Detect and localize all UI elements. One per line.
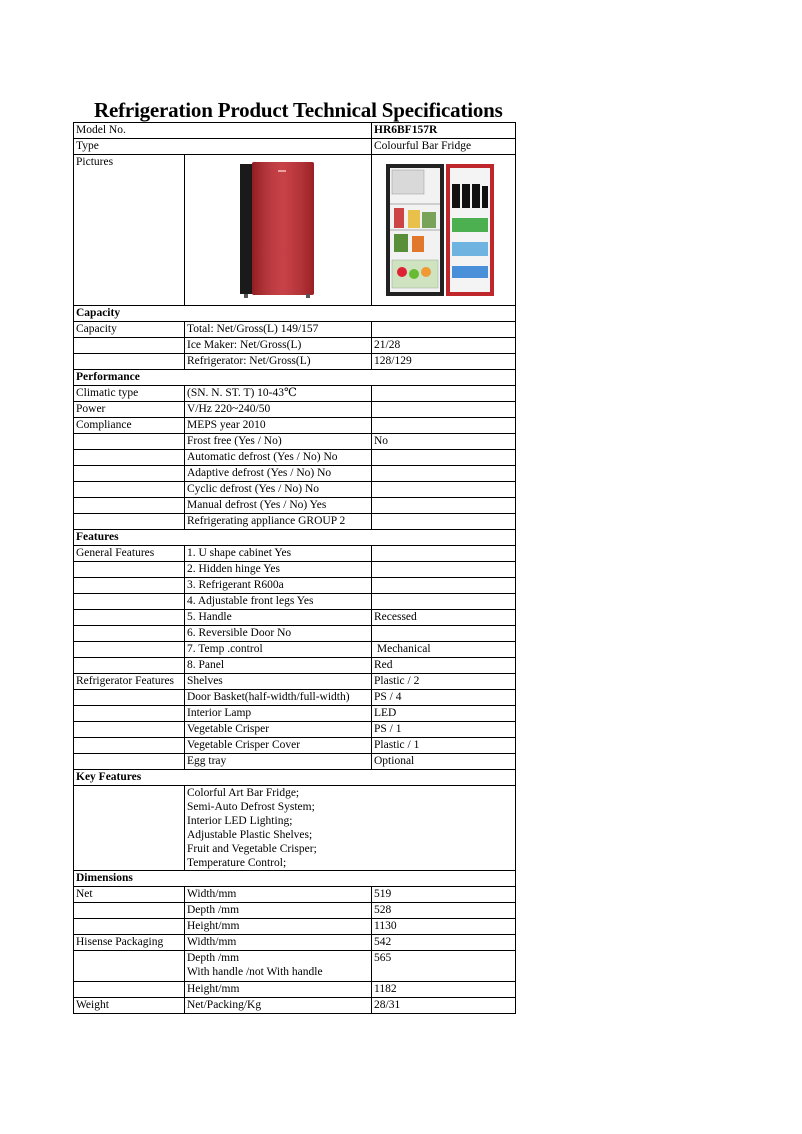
spec-value xyxy=(372,466,516,482)
spec-value: PS / 1 xyxy=(372,722,516,738)
spec-value xyxy=(372,546,516,562)
spec-value xyxy=(372,562,516,578)
table-row xyxy=(74,674,516,690)
model-value: HR6BF157R xyxy=(372,123,516,139)
table-row xyxy=(74,594,516,610)
picture-closed-fridge xyxy=(185,155,372,306)
spec-value: LED xyxy=(372,706,516,722)
spec-name: 2. Hidden hinge Yes xyxy=(185,562,372,578)
spec-value xyxy=(372,626,516,642)
spec-name: Height/mm xyxy=(185,919,372,935)
spec-name: MEPS year 2010 xyxy=(185,418,372,434)
table-row xyxy=(74,498,516,514)
table-row xyxy=(74,354,516,370)
net-label: Net xyxy=(74,887,185,903)
spec-value: Red xyxy=(372,658,516,674)
table-row xyxy=(74,386,516,402)
spec-value xyxy=(372,482,516,498)
type-label: Type xyxy=(74,139,372,155)
spec-value: Recessed xyxy=(372,610,516,626)
key-features-row xyxy=(74,786,516,871)
spec-name: Height/mm xyxy=(185,982,372,998)
spec-name: Ice Maker: Net/Gross(L) xyxy=(185,338,372,354)
spec-name: Manual defrost (Yes / No) Yes xyxy=(185,498,372,514)
spec-name: Refrigerator: Net/Gross(L) xyxy=(185,354,372,370)
table-row xyxy=(74,626,516,642)
spec-name: 7. Temp .control xyxy=(185,642,372,658)
spec-value: 1130 xyxy=(372,919,516,935)
table-row xyxy=(74,466,516,482)
spec-name: Vegetable Crisper Cover xyxy=(185,738,372,754)
spec-value: 565 xyxy=(372,951,516,982)
spec-name: Door Basket(half-width/full-width) xyxy=(185,690,372,706)
spec-name: 4. Adjustable front legs Yes xyxy=(185,594,372,610)
climatic-label: Climatic type xyxy=(74,386,185,402)
packaging-label: Hisense Packaging xyxy=(74,935,185,951)
table-row xyxy=(74,338,516,354)
compliance-label: Compliance xyxy=(74,418,185,434)
power-label: Power xyxy=(74,402,185,418)
spec-value: 28/31 xyxy=(372,998,516,1014)
pictures-row xyxy=(74,155,516,306)
spec-name: Total: Net/Gross(L) 149/157 xyxy=(185,322,372,338)
key-feature-item: Temperature Control; xyxy=(187,857,287,869)
type-value: Colourful Bar Fridge xyxy=(372,139,516,155)
key-feature-item: Colorful Art Bar Fridge; xyxy=(187,787,300,799)
table-row xyxy=(74,578,516,594)
spec-value: 528 xyxy=(372,903,516,919)
spec-name: 8. Panel xyxy=(185,658,372,674)
spec-value: Optional xyxy=(372,754,516,770)
table-row xyxy=(74,546,516,562)
pack-depth-line-2: With handle /not With handle xyxy=(187,966,323,978)
table-row xyxy=(74,706,516,722)
key-features-list xyxy=(185,786,516,871)
spec-value xyxy=(372,514,516,530)
capacity-label: Capacity xyxy=(74,322,185,338)
spec-value: 1182 xyxy=(372,982,516,998)
spec-value: Plastic / 1 xyxy=(372,738,516,754)
section-row-dimensions xyxy=(74,871,516,887)
page-title: Refrigeration Product Technical Specifications xyxy=(94,98,503,122)
spec-name: Refrigerating appliance GROUP 2 xyxy=(185,514,372,530)
spec-name: 3. Refrigerant R600a xyxy=(185,578,372,594)
fridge-closed-image xyxy=(238,160,318,300)
climatic-value: (SN. N. ST. T) 10-43℃ xyxy=(185,386,372,402)
model-label: Model No. xyxy=(74,123,372,139)
section-row-features xyxy=(74,530,516,546)
spec-name: Width/mm xyxy=(185,887,372,903)
spec-value xyxy=(372,578,516,594)
spec-value: 542 xyxy=(372,935,516,951)
spec-name: Adaptive defrost (Yes / No) No xyxy=(185,466,372,482)
spec-value: Plastic / 2 xyxy=(372,674,516,690)
spec-value: 128/129 xyxy=(372,354,516,370)
spec-name: 1. U shape cabinet Yes xyxy=(185,546,372,562)
spec-table xyxy=(73,122,516,1014)
table-row xyxy=(74,434,516,450)
spec-value: No xyxy=(372,434,516,450)
spec-value: 21/28 xyxy=(372,338,516,354)
spec-value xyxy=(372,498,516,514)
spec-name: Shelves xyxy=(185,674,372,690)
section-row-capacity xyxy=(74,306,516,322)
table-row xyxy=(74,562,516,578)
spec-name: Automatic defrost (Yes / No) No xyxy=(185,450,372,466)
section-features: Features xyxy=(74,530,516,546)
spec-name: Cyclic defrost (Yes / No) No xyxy=(185,482,372,498)
key-feature-item: Fruit and Vegetable Crisper; xyxy=(187,843,317,855)
spec-name: Egg tray xyxy=(185,754,372,770)
spec-value xyxy=(372,322,516,338)
spec-name: Depth /mm xyxy=(185,903,372,919)
table-row xyxy=(74,418,516,434)
spec-value xyxy=(372,450,516,466)
table-row xyxy=(74,514,516,530)
table-row xyxy=(74,450,516,466)
general-features-label: General Features xyxy=(74,546,185,562)
table-row xyxy=(74,482,516,498)
section-key-features: Key Features xyxy=(74,770,516,786)
picture-open-fridge xyxy=(372,155,516,306)
spec-value xyxy=(372,418,516,434)
table-row xyxy=(74,738,516,754)
spec-name: Net/Packing/Kg xyxy=(185,998,372,1014)
table-row xyxy=(74,722,516,738)
spec-name: 6. Reversible Door No xyxy=(185,626,372,642)
power-value: V/Hz 220~240/50 xyxy=(185,402,372,418)
spec-name: 5. Handle xyxy=(185,610,372,626)
pictures-label: Pictures xyxy=(74,155,185,306)
table-row xyxy=(74,322,516,338)
refrigerator-features-label: Refrigerator Features xyxy=(74,674,185,690)
table-row xyxy=(74,903,516,919)
section-row-performance xyxy=(74,370,516,386)
weight-label: Weight xyxy=(74,998,185,1014)
table-row xyxy=(74,123,516,139)
key-feature-item: Adjustable Plastic Shelves; xyxy=(187,829,313,841)
table-row xyxy=(74,887,516,903)
table-row xyxy=(74,998,516,1014)
table-row xyxy=(74,642,516,658)
table-row xyxy=(74,610,516,626)
section-performance: Performance xyxy=(74,370,516,386)
section-dimensions: Dimensions xyxy=(74,871,516,887)
table-row xyxy=(74,139,516,155)
section-row-key-features xyxy=(74,770,516,786)
key-feature-item: Interior LED Lighting; xyxy=(187,815,293,827)
spec-name xyxy=(185,951,372,982)
spec-value: Mechanical xyxy=(372,642,516,658)
key-feature-item: Semi-Auto Defrost System; xyxy=(187,801,315,813)
section-capacity: Capacity xyxy=(74,306,516,322)
table-row xyxy=(74,754,516,770)
table-row xyxy=(74,935,516,951)
table-row xyxy=(74,690,516,706)
fridge-open-image xyxy=(384,160,504,300)
spec-value: 519 xyxy=(372,887,516,903)
pack-depth-line-1: Depth /mm xyxy=(187,952,240,964)
table-row xyxy=(74,982,516,998)
table-row xyxy=(74,919,516,935)
spec-name: Vegetable Crisper xyxy=(185,722,372,738)
spec-name: Frost free (Yes / No) xyxy=(185,434,372,450)
spec-name: Interior Lamp xyxy=(185,706,372,722)
spec-name: Width/mm xyxy=(185,935,372,951)
table-row xyxy=(74,658,516,674)
spec-value: PS / 4 xyxy=(372,690,516,706)
table-row xyxy=(74,951,516,982)
table-row xyxy=(74,402,516,418)
spec-value xyxy=(372,594,516,610)
